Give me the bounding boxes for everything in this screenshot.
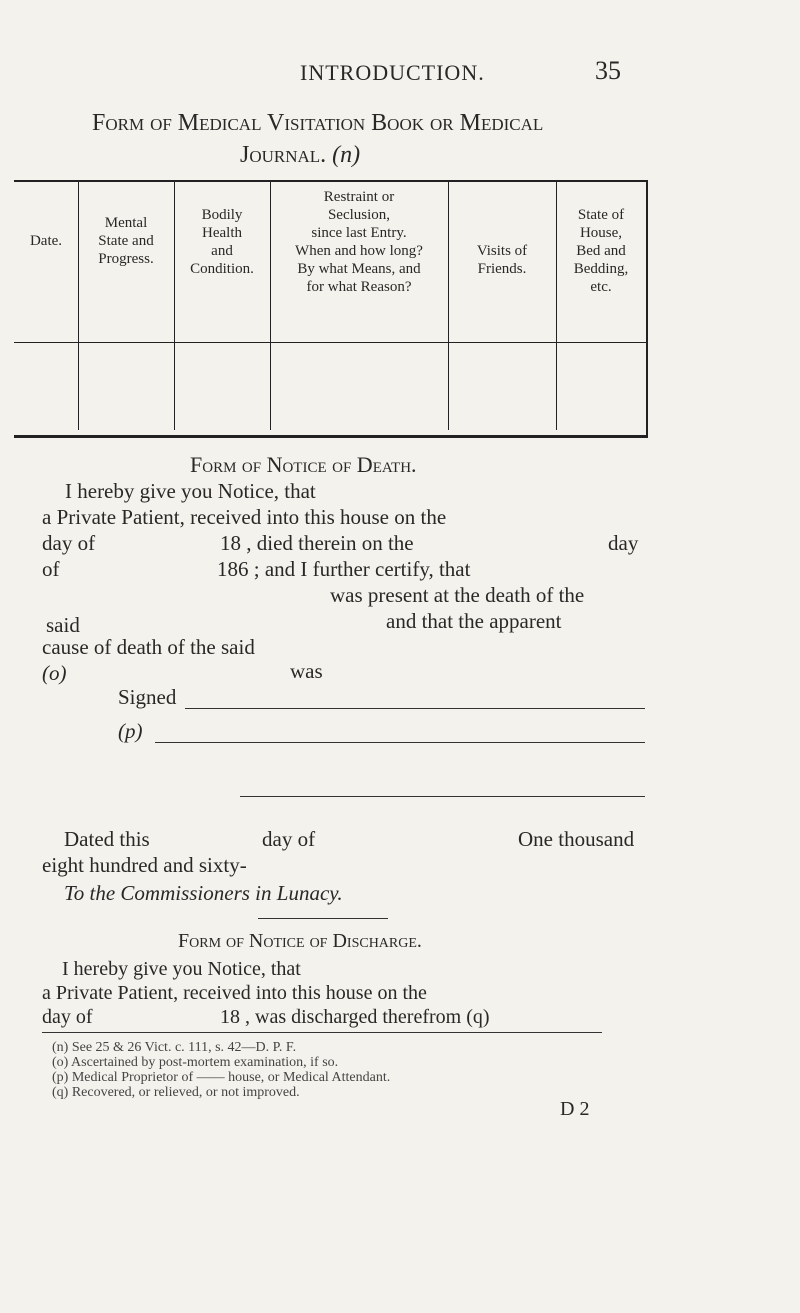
signed-label: Signed <box>118 685 177 709</box>
col-header-mental-state: Mental State and Progress. <box>98 215 154 267</box>
col-header-restraint: Restraint or Seclusion, since last Entry. When and how long? By what Means, and for what Reason? <box>295 189 423 295</box>
footnotes <box>52 1040 752 1100</box>
discharge-line-3b: 18 , was discharged therefrom (q) <box>220 1006 490 1028</box>
one-thousand: One thousand <box>518 827 635 851</box>
footnote-q: (q) Recovered, or relieved, or not improved. <box>52 1085 300 1100</box>
to-commissioners: To the Commissioners in Lunacy. <box>64 881 343 905</box>
death-line-8b: was <box>290 659 323 683</box>
visitation-note-mark: (n) <box>332 142 361 168</box>
discharge-notice-title: Form of Notice of Discharge. <box>178 930 422 952</box>
death-line-7: cause of death of the said <box>42 635 255 659</box>
section-divider <box>258 918 388 919</box>
eight-hundred: eight hundred and sixty- <box>42 853 247 877</box>
day-of: day of <box>262 827 316 851</box>
death-line-6a: said <box>46 613 80 637</box>
table-bottom-rule <box>14 435 648 438</box>
running-title: INTRODUCTION. <box>300 60 485 85</box>
discharge-line-3a: day of <box>42 1006 93 1028</box>
death-line-4b: 186 ; and I further certify, that <box>217 557 471 581</box>
death-line-3a: day of <box>42 531 96 555</box>
col-divider-4 <box>448 180 449 430</box>
signature-line <box>185 708 645 709</box>
col-header-date: Date. <box>29 233 63 249</box>
page-number: 35 <box>595 56 621 85</box>
table-top-rule <box>14 180 648 182</box>
col-header-state-of-house: State of House, Bed and Bedding, etc. <box>573 207 629 295</box>
death-line-1: I hereby give you Notice, that <box>65 479 316 503</box>
footnote-rule <box>42 1032 602 1033</box>
visitation-title-line1: Form of Medical Visitation Book or Medical <box>92 110 544 136</box>
death-line-4a: of <box>42 557 60 581</box>
signature-mark: D 2 <box>560 1098 590 1120</box>
visitation-title-line2 <box>240 142 360 169</box>
discharge-line-2: a Private Patient, received into this house on the <box>42 982 427 1004</box>
footnote-o: (o) Ascertained by post-mortem examination, if so. <box>52 1055 339 1070</box>
death-line-8a: (o) <box>42 661 67 685</box>
discharge-line-1: I hereby give you Notice, that <box>62 958 301 980</box>
footnote-n: (n) See 25 & 26 Vict. c. 111, s. 42—D. P. F. <box>52 1040 297 1055</box>
col-header-bodily-health: Bodily Health and Condition. <box>190 207 254 277</box>
death-line-6b: and that the apparent <box>386 609 562 633</box>
running-head <box>0 56 800 90</box>
table-right-border <box>646 180 648 438</box>
visitation-title-text: Journal. <box>240 142 327 168</box>
death-notice-title: Form of Notice of Death. <box>190 452 417 477</box>
footnote-p: (p) Medical Proprietor of —— house, or Medical Attendant. <box>52 1070 391 1085</box>
death-line-3c: day <box>608 531 639 555</box>
visitation-table <box>14 180 648 438</box>
death-line-3b: 18 , died therein on the <box>220 531 414 555</box>
death-line-5: was present at the death of the <box>330 583 585 607</box>
proprietor-line <box>155 742 645 743</box>
p-mark: (p) <box>118 719 143 743</box>
col-header-visits: Visits of Friends. <box>476 243 528 277</box>
table-header-rule <box>14 342 648 343</box>
dated-this: Dated this <box>64 827 150 851</box>
death-line-2: a Private Patient, received into this house on the <box>42 505 447 529</box>
upper-rule <box>240 796 645 797</box>
